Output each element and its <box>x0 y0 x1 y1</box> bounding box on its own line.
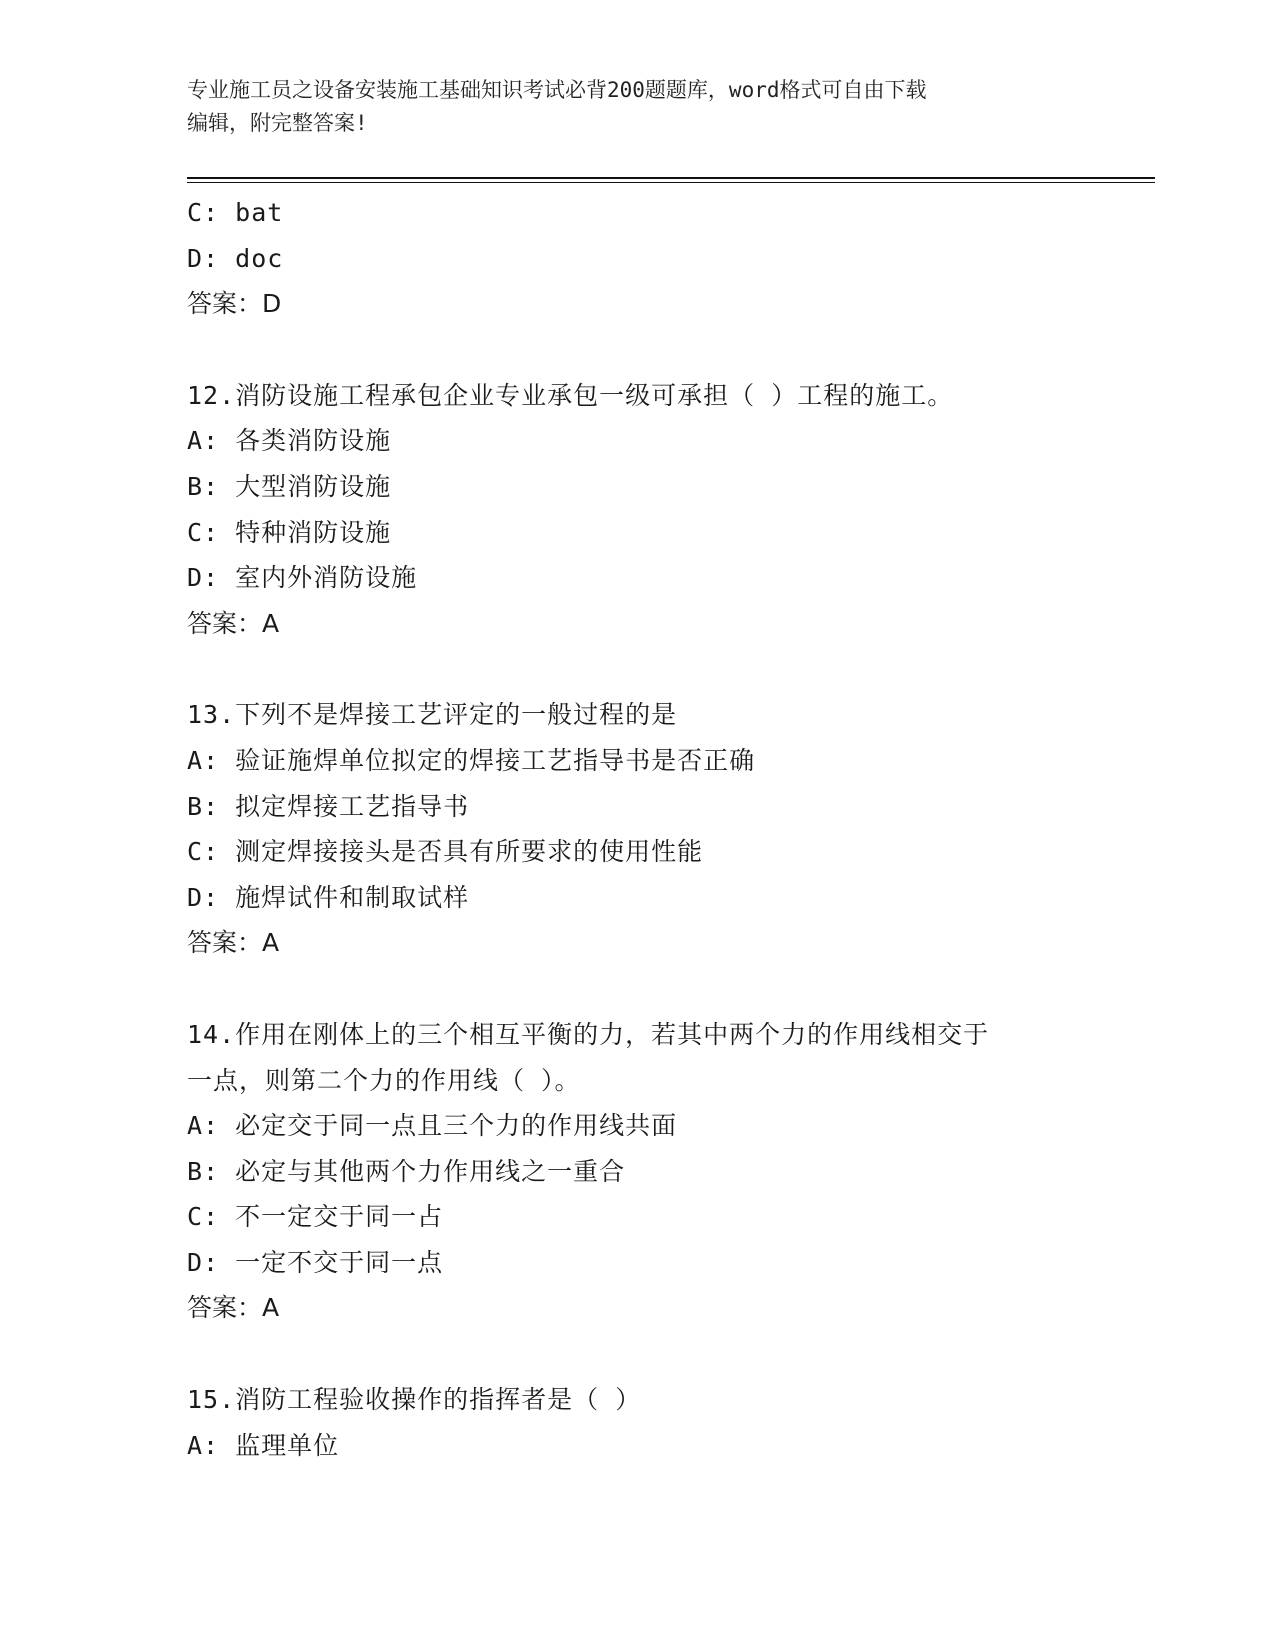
option-c: C: 不一定交于同一占 <box>187 1202 444 1232</box>
question-14 <box>187 1012 1087 1331</box>
header-divider-thin <box>187 182 1155 183</box>
answer-line: 答案：A <box>187 1293 280 1323</box>
option-b: B: 必定与其他两个力作用线之一重合 <box>187 1156 626 1186</box>
option-a: A: 必定交于同一点且三个力的作用线共面 <box>187 1111 678 1141</box>
option-a: A: 验证施焊单位拟定的焊接工艺指导书是否正确 <box>187 745 756 775</box>
question-text: 13.下列不是焊接工艺评定的一般过程的是 <box>187 700 678 730</box>
header-divider <box>187 177 1155 179</box>
header-title-line-1: 专业施工员之设备安装施工基础知识考试必背200题题库，word格式可自由下载 <box>187 78 927 102</box>
header-title-line-2: 编辑，附完整答案! <box>187 111 368 135</box>
question-list <box>187 190 1087 1468</box>
question-15 <box>187 1377 1087 1468</box>
option-c: C: 测定焊接接头是否具有所要求的使用性能 <box>187 837 704 867</box>
option-a: A: 各类消防设施 <box>187 426 392 456</box>
question-12 <box>187 373 1087 647</box>
question-13 <box>187 692 1087 966</box>
option-c: C: 特种消防设施 <box>187 517 392 547</box>
option-b: B: 大型消防设施 <box>187 471 392 501</box>
option-b: B: 拟定焊接工艺指导书 <box>187 791 470 821</box>
option-d: D: 一定不交于同一点 <box>187 1247 444 1277</box>
option-a: A: 监理单位 <box>187 1430 340 1460</box>
page-header <box>187 74 1067 140</box>
option-d: D: doc <box>187 243 284 273</box>
answer-line: 答案：A <box>187 928 280 958</box>
option-d: D: 施焊试件和制取试样 <box>187 882 470 912</box>
answer-line: 答案：A <box>187 608 280 638</box>
option-d: D: 室内外消防设施 <box>187 563 418 593</box>
question-text: 15.消防工程验收操作的指挥者是（ ） <box>187 1385 642 1415</box>
question-text: 12.消防设施工程承包企业专业承包一级可承担（ ）工程的施工。 <box>187 380 954 410</box>
question-text-continued: 一点，则第二个力的作用线（ ）。 <box>187 1065 581 1095</box>
question-text: 14.作用在刚体上的三个相互平衡的力，若其中两个力的作用线相交于 <box>187 1019 990 1049</box>
option-c: C: bat <box>187 198 284 227</box>
answer-line: 答案：D <box>187 289 282 319</box>
